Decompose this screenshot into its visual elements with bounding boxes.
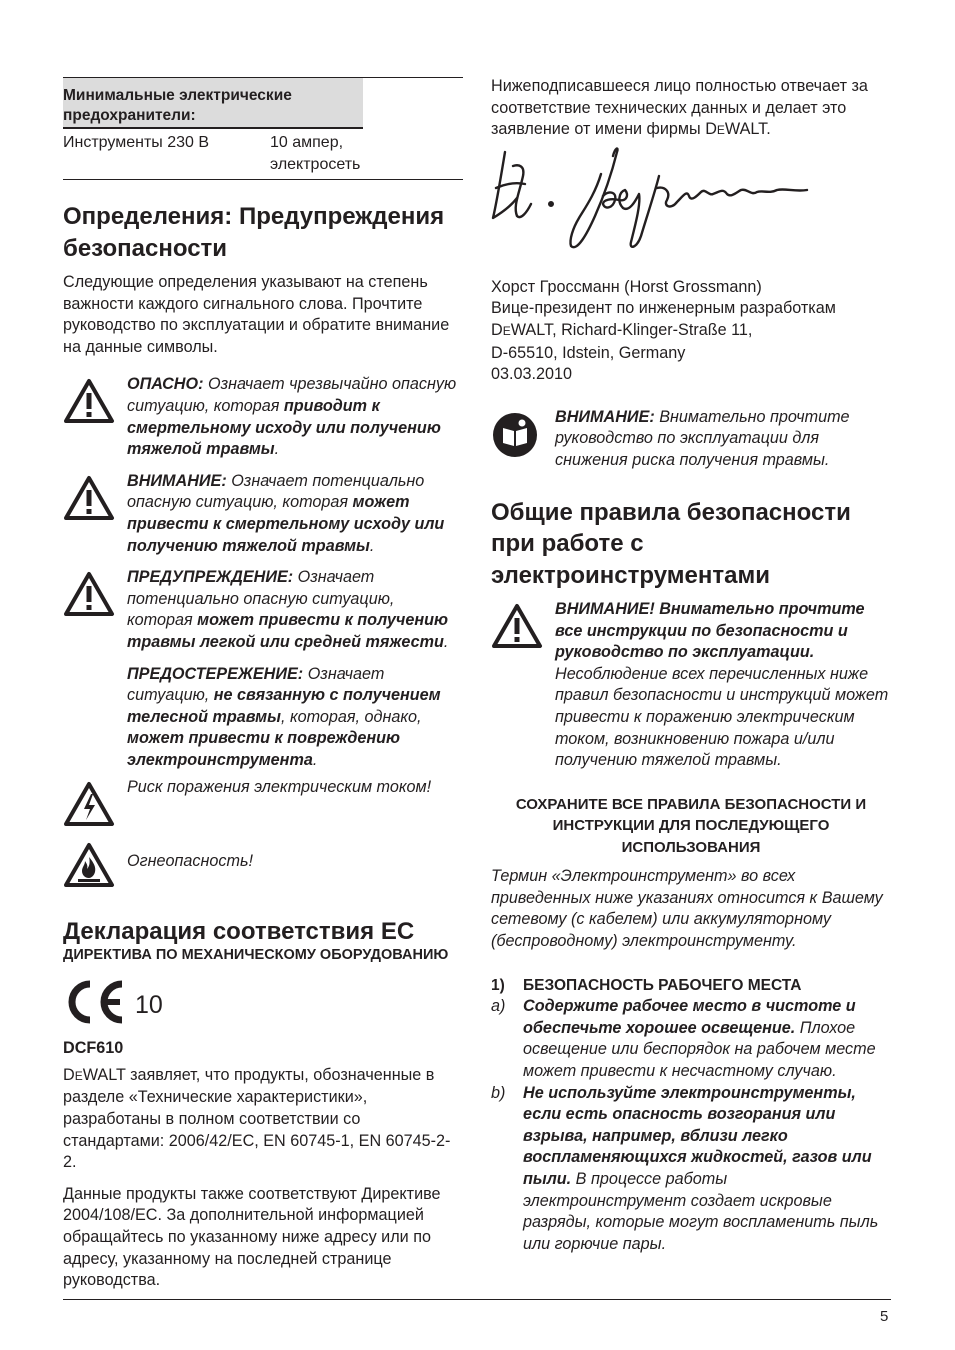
notice-text-1: Означает ситуацию, [127, 664, 385, 705]
caution-definition [63, 567, 463, 653]
rule-a-bold: Содержите рабочее место в чистоте и обеспечьте хорошее освещение. [523, 997, 856, 1037]
ec-paragraph-1 [63, 1065, 463, 1174]
general-warning-text: Несоблюдение всех перечисленных ниже правил безопасности и инструкций может привести к поражению электрическим током, возникновению пожара и/или получению тяжелой травмы. [555, 664, 889, 770]
notice-text-2: , которая, однако, [280, 707, 422, 726]
brand-d: D [63, 1065, 75, 1084]
ec-paragraph-2: Данные продукты также соответствуют Директиве 2004/108/EC. За дополнительной информацией обращайтесь по указанному ниже адресу или по адресу, указанному на последней странице руководства. [63, 1184, 441, 1290]
handwritten-signature-image [491, 146, 821, 264]
caution-text: Означает потенциально опасную ситуацию, которая [127, 568, 395, 630]
rule-a [491, 996, 891, 1082]
brand-d: D [705, 120, 717, 139]
notice-bold-1: не связанную с получением телесной травмы [127, 686, 441, 726]
general-warning-bold: ВНИМАНИЕ! Внимательно прочтите все инструкции по безопасности и руководство по эксплуатации. [555, 600, 865, 662]
ce-year: 10 [135, 991, 163, 1020]
fuse-row-value: 10 ампер, электросеть [270, 134, 361, 173]
model-number: DCF610 [63, 1039, 124, 1058]
rule-b [491, 1083, 891, 1256]
brand-e: E [502, 323, 511, 338]
warning-end: . [369, 536, 375, 555]
rule-b-text: В процессе работы электроинструмент создает искровые разряды, которые могут воспламенить пыль или горючие пары. [523, 1170, 879, 1253]
section-title: БЕЗОПАСНОСТЬ РАБОЧЕГО МЕСТА [523, 976, 802, 994]
warning-triangle-icon [491, 603, 543, 649]
work-area-safety-heading [491, 975, 891, 997]
ce-logo-icon [63, 978, 127, 1026]
signer-statement-text: Нижеподписавшееся лицо полностью отвечает за соответствие технических данных и делает это заявление от имени фирмы [491, 77, 868, 139]
save-instructions-heading: СОХРАНИТЕ ВСЕ ПРАВИЛА БЕЗОПАСНОСТИ И ИНСТРУКЦИИ ДЛЯ ПОСЛЕДУЮЩЕГО ИСПОЛЬЗОВАНИЯ [515, 795, 867, 856]
caution-bold: может привести к получению травмы легкой или средней тяжести [127, 611, 449, 651]
warning-triangle-icon [63, 475, 115, 521]
signer-position: Вице-президент по инженерным разработкам [491, 299, 836, 318]
electric-shock-icon [63, 781, 115, 827]
ec-directive-subtitle: ДИРЕКТИВА ПО МЕХАНИЧЕСКОМУ ОБОРУДОВАНИЮ [63, 946, 449, 963]
fire-definition [63, 838, 463, 895]
page-number: 5 [880, 1308, 889, 1325]
fire-text: Огнеопасность! [127, 852, 253, 871]
footer-rule [63, 1299, 891, 1300]
section-number: 1) [491, 976, 505, 994]
ec-paragraph-1-text: заявляет, что продукты, обозначенные в разделе «Технические характеристики», разработаны в полном соответствии со стандартами: 2006/42/EC, EN 60745-1, EN 60745-2-2. [63, 1065, 451, 1172]
danger-word: ОПАСНО: [127, 375, 204, 394]
signer-address-1-text: WALT, Richard-Klinger-Straße 11, [510, 320, 753, 339]
rule-b-bold: Не используйте электроинструменты, если есть опасность возгорания или взрыва, например, вблизи легко воспламеняющихся жидкостей, газов или пыли. [523, 1083, 872, 1188]
brand-rest: WALT [724, 120, 767, 139]
signer-date: 03.03.2010 [491, 365, 573, 384]
shock-definition [63, 777, 463, 834]
brand-e: E [716, 123, 725, 138]
manual-note-text: Внимательно прочтите руководство по эксплуатации для снижения риска получения травмы. [555, 407, 850, 469]
signer-statement [491, 76, 891, 142]
warning-text: Означает потенциально опасную ситуацию, которая [127, 471, 425, 512]
right-column [491, 77, 891, 1255]
ce-mark [63, 978, 463, 1026]
power-tool-term: Термин «Электроинструмент» во всех приведенных ниже указаниях относится к Вашему сетевому (с кабелем) или аккумуляторному (беспроводному) электроинструменту. [491, 867, 883, 951]
caution-end: . [443, 632, 449, 651]
general-warning [491, 599, 891, 772]
definitions-title: Определения: Предупреждения безопасности [63, 203, 445, 262]
notice-definition [63, 664, 463, 772]
notice-bold-2: может привести к повреждению электроинструмента [127, 729, 401, 769]
brand-d: D [491, 320, 503, 339]
signer-statement-end: . [766, 120, 771, 139]
brand-rest: WALT [82, 1065, 126, 1084]
signature [491, 146, 891, 266]
danger-definition [63, 374, 463, 460]
rule-a-label: a) [491, 997, 506, 1016]
ec-declaration-title: Декларация соответствия ЕС [63, 917, 415, 945]
rule-a-text: Плохое освещение или беспорядок на рабочем месте может привести к несчастному случаю. [523, 1018, 876, 1081]
signer-address-2: D-65510, Idstein, Germany [491, 343, 686, 362]
manual-note-word: ВНИМАНИЕ: [555, 407, 655, 426]
rule-b-label: b) [491, 1083, 506, 1102]
brand-e: E [74, 1068, 83, 1083]
notice-end: . [312, 750, 318, 769]
notice-word: ПРЕДОСТЕРЕЖЕНИЕ: [127, 664, 304, 683]
definitions-intro: Следующие определения указывают на степень важности каждого сигнального слова. Прочтите руководство по эксплуатации и обратите внимание на данные символы. [63, 273, 450, 356]
warning-triangle-icon [63, 378, 115, 424]
danger-end: . [274, 440, 280, 459]
general-rules-title: Общие правила безопасности при работе с электроинструментами [491, 498, 851, 589]
fuse-table-row [63, 129, 463, 180]
fire-hazard-icon [63, 842, 115, 888]
caution-word: ПРЕДУПРЕЖДЕНИЕ: [127, 568, 294, 587]
warning-definition [63, 471, 463, 557]
fuse-row-label: Инструменты 230 В [63, 134, 210, 151]
shock-text: Риск поражения электрическим током! [127, 778, 432, 797]
danger-text: Означает чрезвычайно опасную ситуацию, которая [127, 375, 457, 415]
read-manual-icon [491, 411, 539, 459]
signer-name: Хорст Гроссманн (Horst Grossmann) [491, 277, 762, 296]
warning-bold: может привести к смертельному исходу или получению тяжелой травмы [127, 493, 445, 555]
warning-triangle-icon [63, 571, 115, 617]
warning-word: ВНИМАНИЕ: [127, 471, 227, 490]
danger-bold: приводит к смертельному исходу или получению тяжелой травмы [127, 396, 441, 459]
signer-address-1 [491, 320, 891, 343]
fuse-table [63, 77, 463, 180]
manual-note [491, 407, 891, 472]
fuse-table-header: Минимальные электрические предохранители: [63, 78, 363, 129]
left-column [63, 77, 463, 1292]
